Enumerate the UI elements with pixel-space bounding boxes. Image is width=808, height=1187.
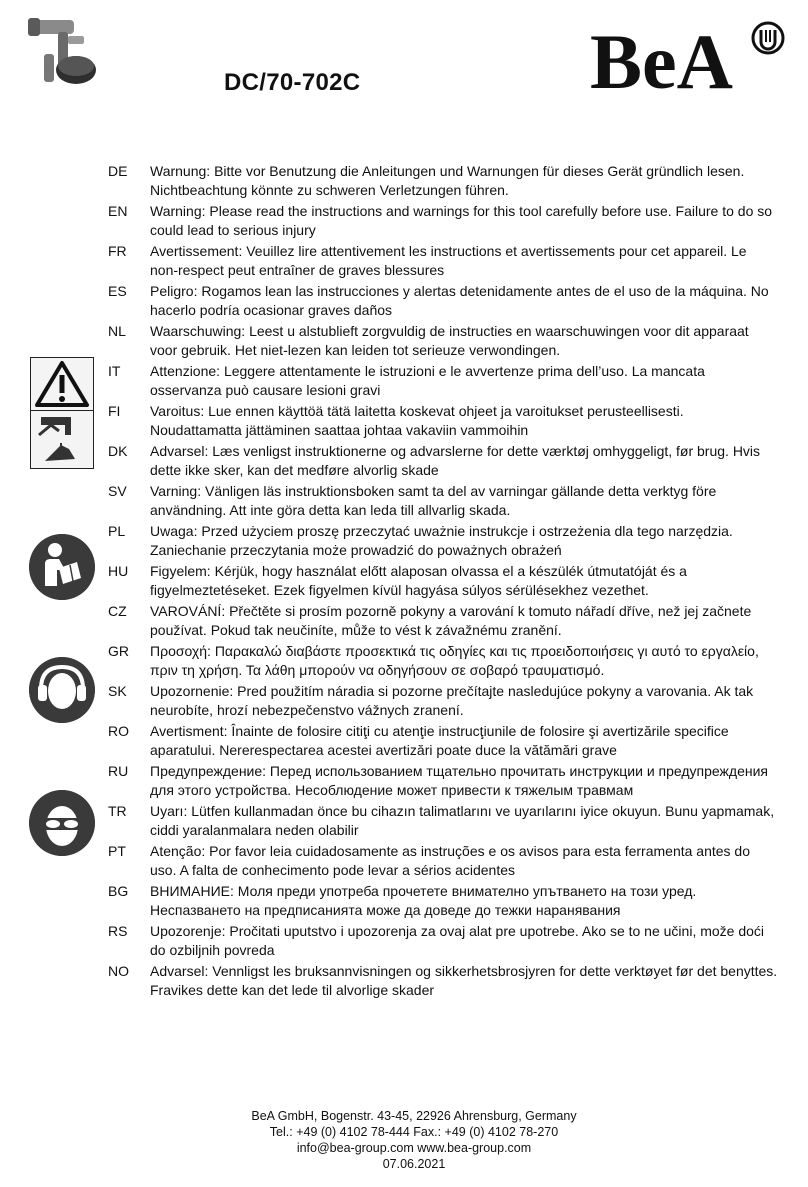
warning-triangle-icon <box>31 358 93 410</box>
hand-hazard-icon <box>31 439 93 467</box>
read-manual-icon <box>29 534 95 600</box>
warning-text: Atenção: Por favor leia cuidadosamente as instruções e os avisos para esta ferramenta antes do uso. A falta de conhecimento pode levar a sérios acidentes <box>150 843 751 878</box>
warning-text: Peligro: Rogamos lean las instrucciones y alertas detenidamente antes de el uso de la máquina. No hacerlo podría ocasionar graves daños <box>150 283 769 318</box>
footer-phone: Tel.: +49 (0) 4102 78-444 Fax.: +49 (0) 4102 78-270 <box>269 1125 559 1139</box>
language-code: NL <box>108 323 126 339</box>
warning-row <box>108 642 778 679</box>
language-code: FR <box>108 243 127 259</box>
warning-row <box>108 802 778 839</box>
warning-text: Προσοχή: Παρακαλώ διαβάστε προσεκτικά τις οδηγίες και τις προειδοποιήσεις γι αυτό το εργαλείο, πριν τη χρήση. Τα λάθη μπορούν να οδηγήσουν σε σοβαρό τραυματισμό. <box>150 643 759 678</box>
language-code: DK <box>108 443 128 459</box>
language-code: IT <box>108 363 121 379</box>
language-code: NO <box>108 963 129 979</box>
warning-text: ВНИМАНИЕ: Моля преди употреба прочетете внимателно упътването на този уред. Неспазването на предписанията може да доведе до тежки наранявания <box>150 883 697 918</box>
warning-row <box>108 522 778 559</box>
warning-row <box>108 362 778 399</box>
warning-text: Figyelem: Kérjük, hogy használat előtt alaposan olvassa el a készülék útmutatóját és a figyelmeztetéseket. Ezek figyelmen kívül hagyása súlyos sérülésekhez vezethet. <box>150 563 687 598</box>
footer-company: BeA GmbH, Bogenstr. 43-45, 22926 Ahrensburg, Germany <box>251 1109 577 1123</box>
warning-row <box>108 602 778 639</box>
warning-row <box>108 322 778 359</box>
language-code: RS <box>108 923 128 939</box>
warning-text: Warning: Please read the instructions and warnings for this tool carefully before use. Failure to do so could lead to serious injury <box>150 203 773 238</box>
language-code: GR <box>108 643 129 659</box>
warning-panel <box>30 357 94 469</box>
warning-text: Uyarı: Lütfen kullanmadan önce bu cihazın talimatlarını ve uyarılarını iyice okuyun. Bunu yapmamak, ciddi yaralanmalara neden olabilir <box>150 803 775 838</box>
warning-row <box>108 482 778 519</box>
language-code: HU <box>108 563 129 579</box>
warning-text: VAROVÁNÍ: Přečtěte si prosím pozorně pokyny a varování k tomuto nářadí dříve, než jej začnete používat. Pokud tak neučiníte, může to vést k závažnému zranění. <box>150 603 752 638</box>
warning-text: Varning: Vänligen läs instruktionsboken samt ta del av varningar gällande detta verktyg före användning. Att inte göra detta kan leda till allvarlig skada. <box>150 483 717 518</box>
warning-text: Предупреждение: Перед использованием тщательно прочитать инструкции и предупреждения для этого устройства. Несоблюдение может привести к тяжелым травмам <box>150 763 768 798</box>
coil-nailer-image <box>24 14 100 94</box>
warning-row <box>108 442 778 479</box>
eye-protection-icon <box>29 790 95 856</box>
warning-text: Upozornenie: Pred použitím náradia si pozorne prečítajte nasledujúce pokyny a varovania. Ak tak neurobíte, hrozí nebezpečenstvo vážnych zranení. <box>150 683 754 718</box>
language-code: CZ <box>108 603 127 619</box>
language-code: PL <box>108 523 126 539</box>
footer <box>0 1108 808 1172</box>
bea-logo <box>590 20 786 100</box>
language-code: TR <box>108 803 127 819</box>
warning-text: Upozorenje: Pročitati uputstvo i upozorenja za ovaj alat pre upotrebe. Ako se to ne učini, može doći do ozbiljnih povreda <box>150 923 765 958</box>
language-code: SK <box>108 683 127 699</box>
language-code: BG <box>108 883 129 899</box>
language-code: RU <box>108 763 129 779</box>
language-code: PT <box>108 843 126 859</box>
warning-row <box>108 842 778 879</box>
warning-row <box>108 682 778 719</box>
warning-text: Warnung: Bitte vor Benutzung die Anleitungen und Warnungen für dieses Gerät gründlich lesen. Nichtbeachtung könnte zu schweren Verletzungen führen. <box>150 163 745 198</box>
warning-row <box>108 162 778 199</box>
svg-text:BeA: BeA <box>590 20 733 100</box>
ear-protection-icon <box>29 657 95 723</box>
warning-text: Varoitus: Lue ennen käyttöä tätä laitetta koskevat ohjeet ja varoitukset perusteellisesti. Noudattamatta jättäminen saattaa johtaa vakaviin vammoihin <box>150 403 684 438</box>
warning-row <box>108 882 778 919</box>
warning-text: Advarsel: Vennligst les bruksannvisningen og sikkerhetsbrosjyren for dette verktøyet før det benyttes. Fravikes dette kan det lede til alvorlige skader <box>150 963 778 998</box>
warning-row <box>108 242 778 279</box>
language-code: DE <box>108 163 128 179</box>
warning-text: Advarsel: Læs venligst instruktionerne og advarslerne for dette værktøj omhyggeligt, før brug. Hvis dette ikke sker, kan det medføre alvorlig skade <box>150 443 761 478</box>
nailer-hazard-icon <box>31 411 93 439</box>
language-code: ES <box>108 283 127 299</box>
warning-text: Attenzione: Leggere attentamente le istruzioni e le avvertenze prima dell’uso. La mancata osservanza può causare lesioni gravi <box>150 363 705 398</box>
warning-row <box>108 722 778 759</box>
warning-list <box>108 162 778 1002</box>
warning-text: Uwaga: Przed użyciem proszę przeczytać uważnie instrukcje i ostrzeżenia dla tego narzędzia. Zaniechanie przeczytania może prowadzić do poważnych obrażeń <box>150 523 733 558</box>
warning-row <box>108 762 778 799</box>
warning-text: Avertissement: Veuillez lire attentivement les instructions et avertissements pour cet appareil. Le non-respect peut entraîner de graves blessures <box>150 243 747 278</box>
warning-row <box>108 962 778 999</box>
language-code: EN <box>108 203 128 219</box>
footer-contact: info@bea-group.com www.bea-group.com <box>296 1141 532 1155</box>
language-code: RO <box>108 723 129 739</box>
warning-text: Waarschuwing: Leest u alstublieft zorgvuldig de instructies en waarschuwingen voor dit apparaat voor gebruik. Het niet-lezen kan leiden tot serieuze verwondingen. <box>150 323 749 358</box>
warning-row <box>108 202 778 239</box>
language-code: FI <box>108 403 121 419</box>
model-number: DC/70-702C <box>224 69 361 96</box>
warning-row <box>108 282 778 319</box>
warning-row <box>108 402 778 439</box>
warning-text: Avertisment: Înainte de folosire citiţi cu atenţie instrucţiunile de folosire şi avertizările specifice aparatului. Nererespectarea acestei avertizări poate duce la vătămări grave <box>150 723 729 758</box>
language-code: SV <box>108 483 127 499</box>
warning-row <box>108 562 778 599</box>
footer-date: 07.06.2021 <box>382 1157 446 1171</box>
warning-row <box>108 922 778 959</box>
